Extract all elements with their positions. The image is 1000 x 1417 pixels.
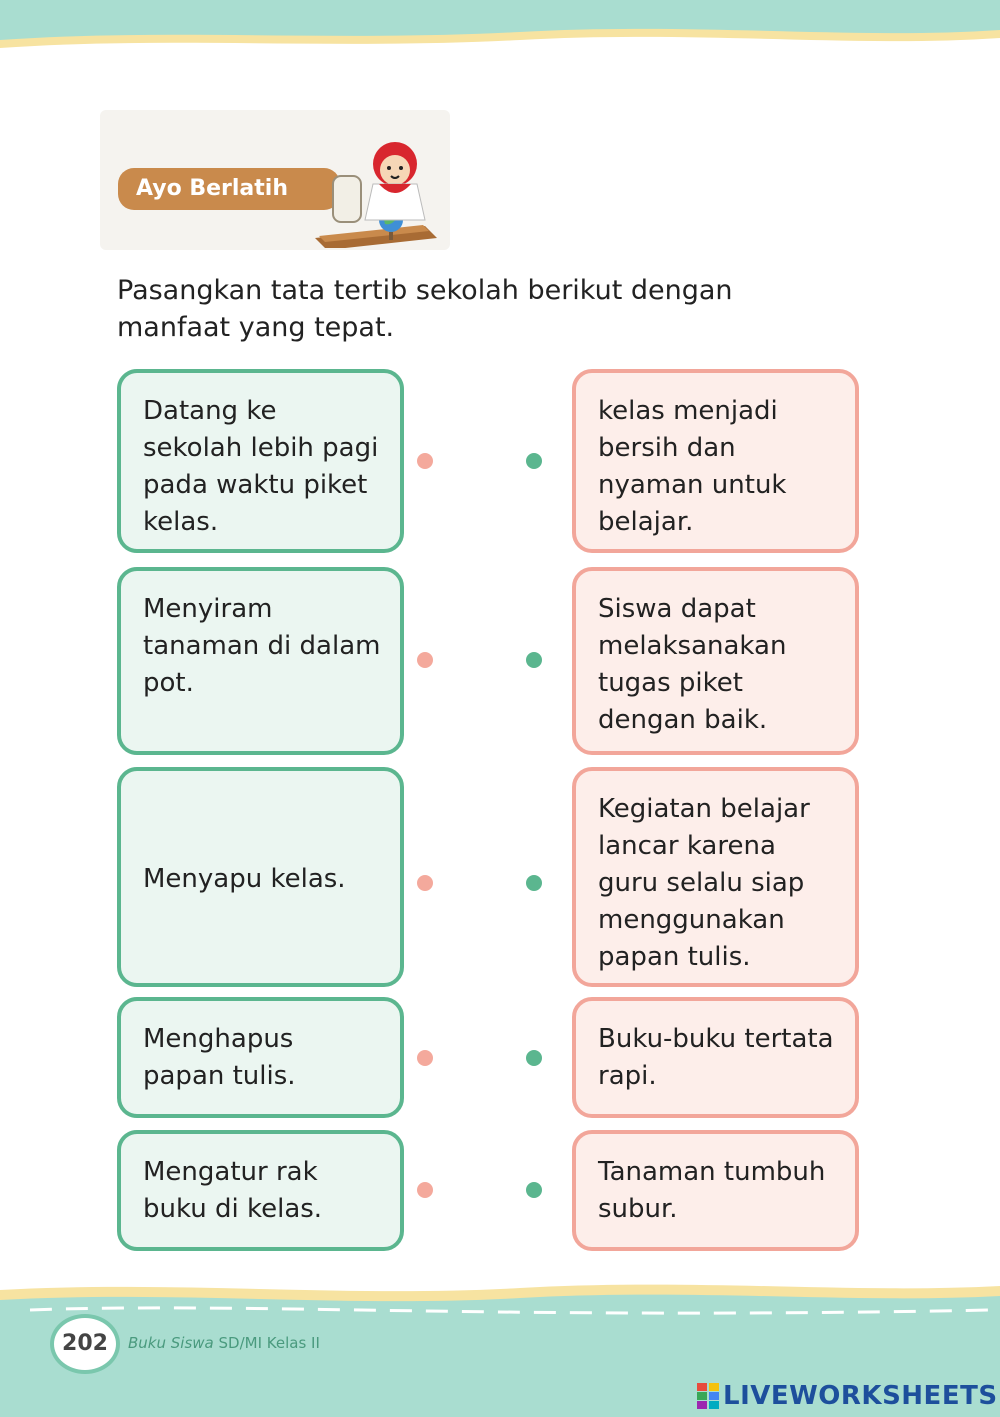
left-connector-dot-1[interactable] bbox=[417, 453, 433, 469]
top-decorative-band bbox=[0, 0, 1000, 70]
benefit-text: Siswa dapat melaksanakan tugas piket dengan baik. bbox=[598, 594, 787, 735]
right-connector-dot-3[interactable] bbox=[526, 875, 542, 891]
right-connector-dot-2[interactable] bbox=[526, 652, 542, 668]
right-connector-dot-5[interactable] bbox=[526, 1182, 542, 1198]
student-mascot-illustration bbox=[305, 128, 445, 248]
rule-text: Menyiram tanaman di dalam pot. bbox=[143, 594, 381, 698]
left-connector-dot-5[interactable] bbox=[417, 1182, 433, 1198]
book-title bbox=[128, 1334, 320, 1352]
benefit-text: Kegiatan belajar lancar karena guru selalu siap menggunakan papan tulis. bbox=[598, 794, 810, 972]
left-connector-dot-4[interactable] bbox=[417, 1050, 433, 1066]
benefit-card-1 bbox=[572, 369, 859, 553]
rule-text: Datang ke sekolah lebih pagi pada waktu piket kelas. bbox=[143, 396, 379, 537]
section-title-badge: Ayo Berlatih bbox=[118, 168, 340, 210]
book-title-rest: SD/MI Kelas II bbox=[213, 1334, 320, 1352]
instruction-text: Pasangkan tata tertib sekolah berikut dengan manfaat yang tepat. bbox=[117, 275, 733, 343]
right-connector-dot-4[interactable] bbox=[526, 1050, 542, 1066]
rule-text: Menghapus papan tulis. bbox=[143, 1024, 296, 1091]
benefit-text: kelas menjadi bersih dan nyaman untuk belajar. bbox=[598, 396, 787, 537]
rule-card-3 bbox=[117, 767, 404, 987]
watermark-text: LIVEWORKSHEETS bbox=[723, 1381, 998, 1411]
liveworksheets-logo-icon bbox=[697, 1383, 719, 1409]
left-connector-dot-3[interactable] bbox=[417, 875, 433, 891]
rule-card-4 bbox=[117, 997, 404, 1118]
benefit-card-3 bbox=[572, 767, 859, 987]
page-number: 202 bbox=[50, 1314, 120, 1374]
rule-text: Menyapu kelas. bbox=[143, 863, 346, 894]
right-connector-dot-1[interactable] bbox=[526, 453, 542, 469]
rule-card-5 bbox=[117, 1130, 404, 1251]
rule-text: Mengatur rak buku di kelas. bbox=[143, 1157, 323, 1224]
benefit-text: Buku-buku tertata rapi. bbox=[598, 1024, 834, 1091]
section-header bbox=[100, 110, 450, 250]
liveworksheets-watermark bbox=[697, 1381, 998, 1411]
benefit-card-2 bbox=[572, 567, 859, 755]
rule-card-2 bbox=[117, 567, 404, 755]
rule-card-1 bbox=[117, 369, 404, 553]
benefit-card-4 bbox=[572, 997, 859, 1118]
book-title-italic: Buku Siswa bbox=[128, 1334, 214, 1352]
benefit-text: Tanaman tumbuh subur. bbox=[598, 1157, 826, 1224]
left-connector-dot-2[interactable] bbox=[417, 652, 433, 668]
benefit-card-5 bbox=[572, 1130, 859, 1251]
